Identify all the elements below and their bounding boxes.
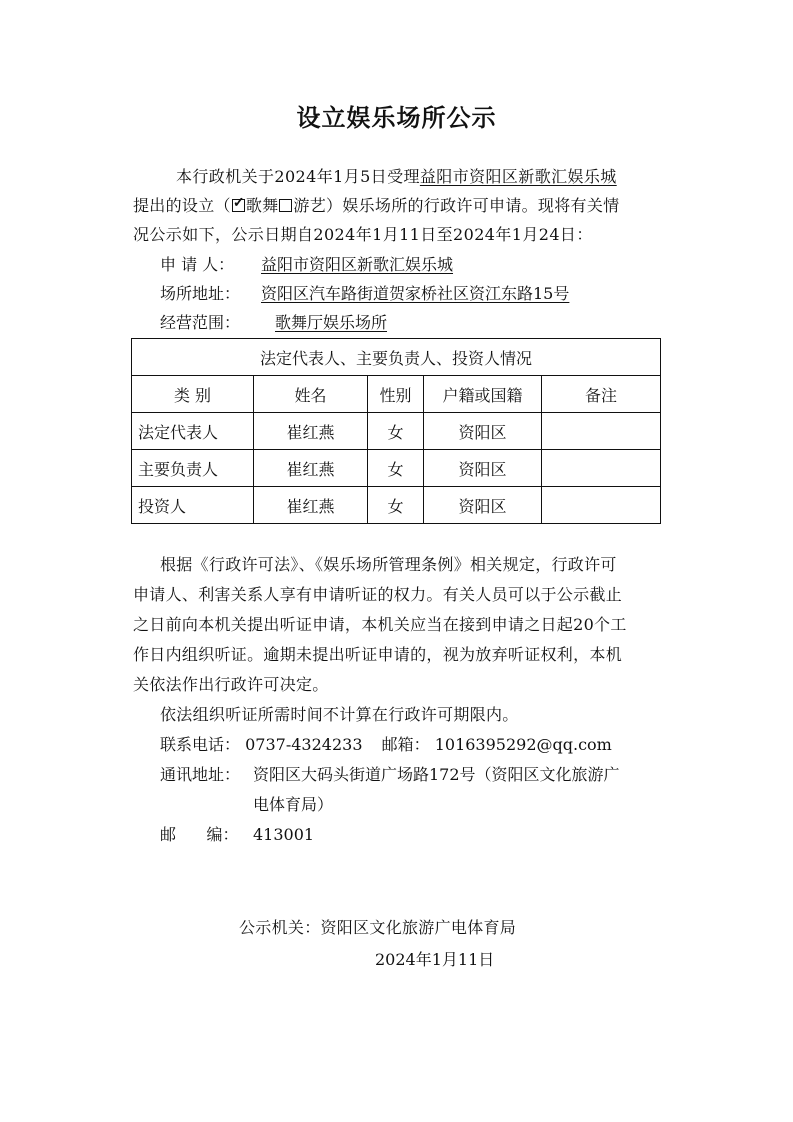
row-gender: 女 xyxy=(368,450,424,487)
row-nationality: 资阳区 xyxy=(424,450,542,487)
body-line-3: 之日前向本机关提出听证申请，本机关应当在接到申请之日起20个工 xyxy=(133,615,627,634)
applicant-row xyxy=(160,255,467,275)
postcode-label: 邮 编： xyxy=(160,825,239,844)
table-row xyxy=(132,487,661,524)
intro-applicant: 益阳市资阳区新歌汇娱乐城 xyxy=(419,167,617,186)
phone-value: 0737-4324233 xyxy=(245,735,363,754)
header-category: 类 别 xyxy=(132,376,254,413)
postcode-value: 413001 xyxy=(253,825,315,844)
phone-row xyxy=(160,735,612,755)
address-value: 资阳区汽车路街道贺家桥社区资江东路15号 xyxy=(261,284,570,303)
intro-line2-a: 提出的设立（ xyxy=(133,196,231,215)
applicant-label: 申 请 人： xyxy=(160,255,235,274)
row-remarks xyxy=(542,450,661,487)
row-name: 崔红燕 xyxy=(254,450,368,487)
row-category: 投资人 xyxy=(132,487,254,524)
phone-label: 联系电话： xyxy=(160,735,241,754)
body-paragraph-2: 依法组织听证所需时间不计算在行政许可期限内。 xyxy=(160,705,519,724)
row-remarks xyxy=(542,487,661,524)
table-caption-row xyxy=(132,339,661,376)
table-header-row xyxy=(132,376,661,413)
intro-line-3: 况公示如下，公示日期自2024年1月11日至2024年1月24日： xyxy=(133,225,593,244)
checkbox-amusement xyxy=(279,199,292,212)
row-nationality: 资阳区 xyxy=(424,413,542,450)
body-line-1: 根据《行政许可法》、《娱乐场所管理条例》相关规定，行政许可 xyxy=(160,555,617,574)
address-row xyxy=(160,284,581,304)
table-row xyxy=(132,413,661,450)
row-gender: 女 xyxy=(368,413,424,450)
applicant-value: 益阳市资阳区新歌汇娱乐城 xyxy=(261,255,454,274)
mail-address-row xyxy=(160,765,620,785)
header-name: 姓名 xyxy=(254,376,368,413)
option-amusement: 游艺 xyxy=(293,196,327,215)
intro-line2-b: ）娱乐场所的行政许可申请。现将有关情 xyxy=(326,196,620,215)
row-name: 崔红燕 xyxy=(254,413,368,450)
issuing-agency: 公示机关：资阳区文化旅游广电体育局 xyxy=(239,918,517,937)
body-line-5: 关依法作出行政许可决定。 xyxy=(133,675,329,694)
intro-line-1 xyxy=(176,167,617,187)
address-label: 场所地址： xyxy=(160,284,241,303)
body-line-2: 申请人、利害关系人享有申请听证的权力。有关人员可以于公示截止 xyxy=(133,585,623,604)
row-remarks xyxy=(542,413,661,450)
check-mark-icon: ✓ xyxy=(232,195,245,211)
email-label: 邮箱： xyxy=(381,735,430,754)
body-line-4: 作日内组织听证。逾期未提出听证申请的，视为放弃听证权利，本机 xyxy=(133,645,623,664)
scope-label: 经营范围： xyxy=(160,313,241,332)
table-caption: 法定代表人、主要负责人、投资人情况 xyxy=(132,339,661,376)
email-value: 1016395292@qq.com xyxy=(434,735,612,754)
checkbox-singing-dancing xyxy=(232,195,245,212)
scope-value: 歌舞厅娱乐场所 xyxy=(275,313,388,332)
issue-date: 2024年1月11日 xyxy=(375,950,495,969)
row-gender: 女 xyxy=(368,487,424,524)
intro-prefix: 本行政机关于2024年1月5日受理 xyxy=(176,167,420,186)
mail-address-line-2: 电体育局） xyxy=(253,795,334,814)
row-nationality: 资阳区 xyxy=(424,487,542,524)
option-singing-dancing: 歌舞 xyxy=(245,196,279,215)
row-name: 崔红燕 xyxy=(254,487,368,524)
header-remarks: 备注 xyxy=(542,376,661,413)
personnel-table xyxy=(131,338,661,524)
row-category: 主要负责人 xyxy=(132,450,254,487)
mail-address-label: 通讯地址： xyxy=(160,765,241,784)
scope-row xyxy=(160,313,405,333)
document-title: 设立娱乐场所公示 xyxy=(296,103,497,132)
header-nationality: 户籍或国籍 xyxy=(424,376,542,413)
postcode-row xyxy=(160,825,314,845)
table-row xyxy=(132,450,661,487)
mail-address-line-1: 资阳区大码头街道广场路172号（资阳区文化旅游广 xyxy=(253,765,620,784)
header-gender: 性别 xyxy=(368,376,424,413)
intro-line-2 xyxy=(133,196,619,216)
row-category: 法定代表人 xyxy=(132,413,254,450)
